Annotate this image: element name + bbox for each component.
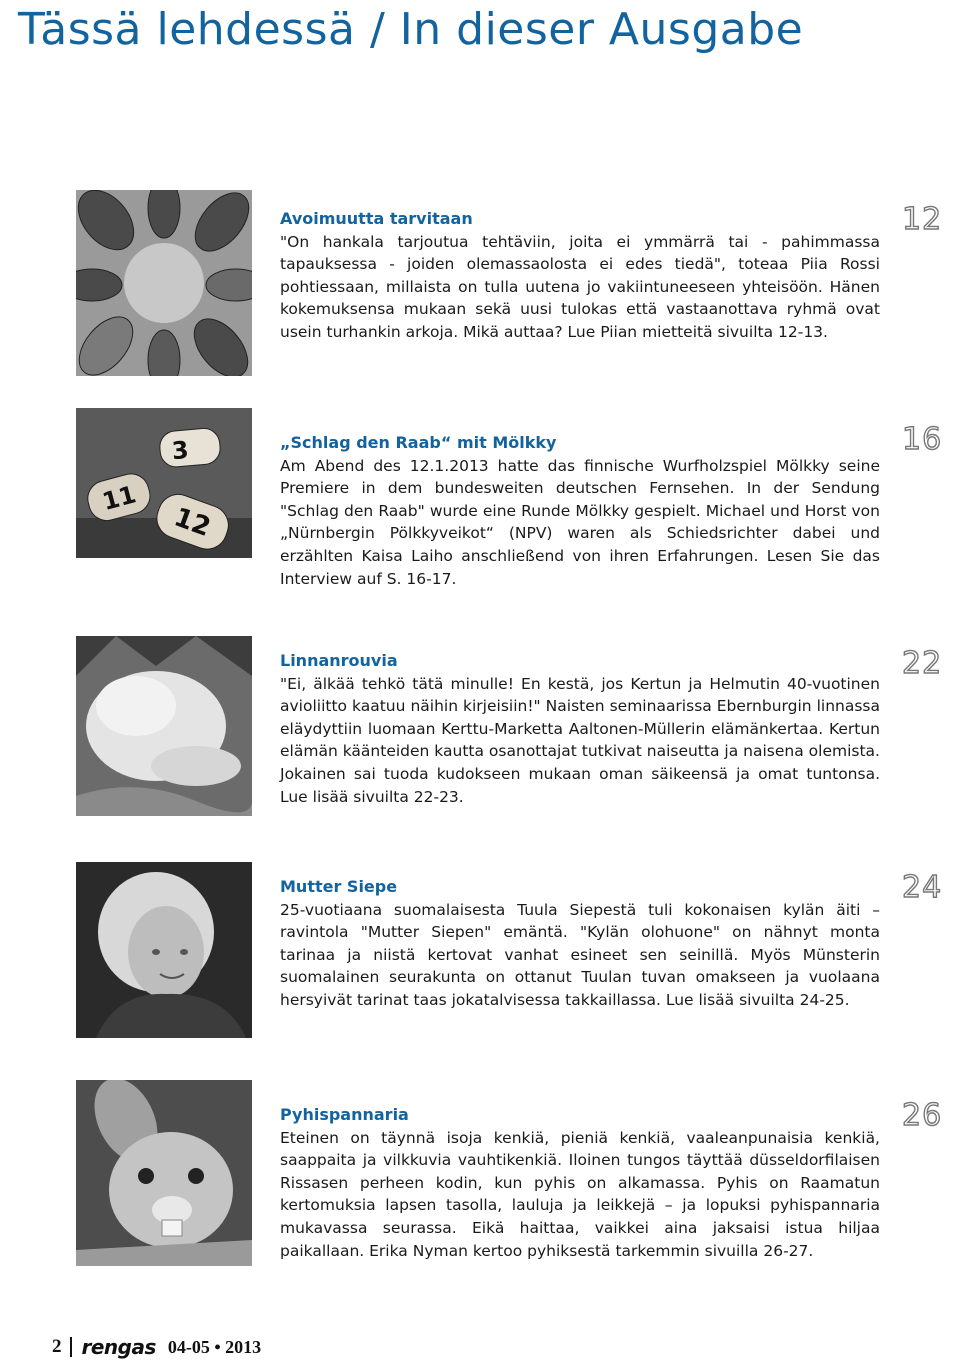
footer-divider — [70, 1337, 72, 1357]
article-body: 25-vuotiaana suomalaisesta Tuula Siepestä tuli kokonaisen kylän äiti – ravintola "Mutter Siepen" emäntä. "Kylän olohuone" on nähnyt monta tarinaa ja niistä kertovat vanhat esineet sen seinillä. Myös Münsterin suomalainen seurakunta on ottanut Tuulan tuvan omakseen ja vuolaana hersyivät tarinat taas jokatalvisessa takkaillassa. Lue lisää sivuilta 24-25. — [280, 900, 880, 1009]
fur-textile-photo — [76, 636, 252, 816]
woman-portrait-photo — [76, 862, 252, 1038]
page-reference: 12 — [902, 202, 943, 237]
article-headline: Avoimuutta tarvitaan — [280, 209, 473, 228]
article-body: Am Abend des 12.1.2013 hatte das finnische Wurfholzspiel Mölkky seine Premiere in dem bundesweiten deutschen Fernsehen. In der Sendung "Schlag den Raab" wurde eine Runde Mölkky gespielt. Michael und Horst von „Nürnbergin Pölkkyveikot“ (NPV) waren als Schiedsrichter dabei und erzählten Kaisa Laiho anschließend von ihren Erfahrungen. Lesen Sie das Interview auf S. 16-17. — [280, 456, 880, 588]
article-text — [280, 876, 880, 1012]
article-body: "Ei, älkää tehkö tätä minulle! En kestä, jos Kertun ja Helmutin 40-vuotinen avioliitto kaatuu näihin kirjeisiin!" Naisten seminaarissa Ebernburgin linnassa eläydyttiin luomaan Kerttu-Marketta Aaltonen-Müllerin elämänkertaa. Kertun elämän käänteiden kautta osanottajat tutkivat naiseutta ja naisena olemista. Jokainen sai tuoda kudokseen mukaan oman säikeensä ja omat tuntonsa. Lue lisää sivuilta 22-23. — [280, 674, 880, 806]
article-text — [280, 432, 880, 590]
pin-number-label: 3 — [170, 435, 190, 466]
article-headline: Mutter Siepe — [280, 877, 398, 896]
shoes-circle-photo — [76, 190, 252, 376]
footer-issue: 04-05 • 2013 — [167, 1336, 262, 1357]
molkky-pins-photo — [76, 408, 252, 558]
pin-number-label: 12 — [170, 502, 215, 543]
page-title: Tässä lehdessä / In dieser Ausgabe — [18, 4, 804, 55]
rabbit-toy-photo — [76, 1080, 252, 1266]
article-headline: „Schlag den Raab“ mit Mölkky — [280, 433, 557, 452]
page-reference: 24 — [902, 870, 943, 905]
article-text — [280, 208, 880, 344]
page-reference: 16 — [902, 422, 943, 457]
article-body: Eteinen on täynnä isoja kenkiä, pieniä kenkiä, vaaleanpunaisia kenkiä, saappaita ja vilkkuvia vauhtikenkiä. Iloinen tungos täyttää düsseldorfilaisen Rissasen perheen kodin, kun pyhis on alkamassa. Pyhis on Raamatun kertomuksia lapsen tasolla, lauluja ja leikkejä – ja lopuksi pyhispannaria mukavassa seurassa. Eikä haittaa, vaikkei aina jaksaisi istua hiljaa paikallaan. Erika Nyman kertoo pyhiksestä tarkemmin sivuilla 26-27. — [280, 1128, 880, 1260]
page-reference: 22 — [902, 646, 943, 681]
article-headline: Linnanrouvia — [280, 651, 398, 670]
footer-page-number: 2 — [52, 1336, 62, 1357]
article-text — [280, 650, 880, 808]
page-reference: 26 — [902, 1098, 943, 1133]
pin-number-label: 11 — [99, 480, 139, 517]
article-headline: Pyhispannaria — [280, 1105, 409, 1124]
page-footer — [52, 1336, 261, 1358]
article-body: "On hankala tarjoutua tehtäviin, joita ei ymmärrä tai - pahimmassa tapauksessa - joiden olemassaolosta ei edes tiedä", toteaa Piia Rossi pohtiessaan, millaista on tulla uutena jo vakiintuneeseen yhteisöön. Hänen kokemuksensa mukaan sekä uusi tulokas että vastaanottava ryhmä ovat usein turhankin arkoja. Mikä auttaa? Lue Piian mietteitä sivuilta 12-13. — [280, 232, 880, 341]
magazine-logo: rengas — [81, 1335, 156, 1359]
article-text — [280, 1104, 880, 1262]
